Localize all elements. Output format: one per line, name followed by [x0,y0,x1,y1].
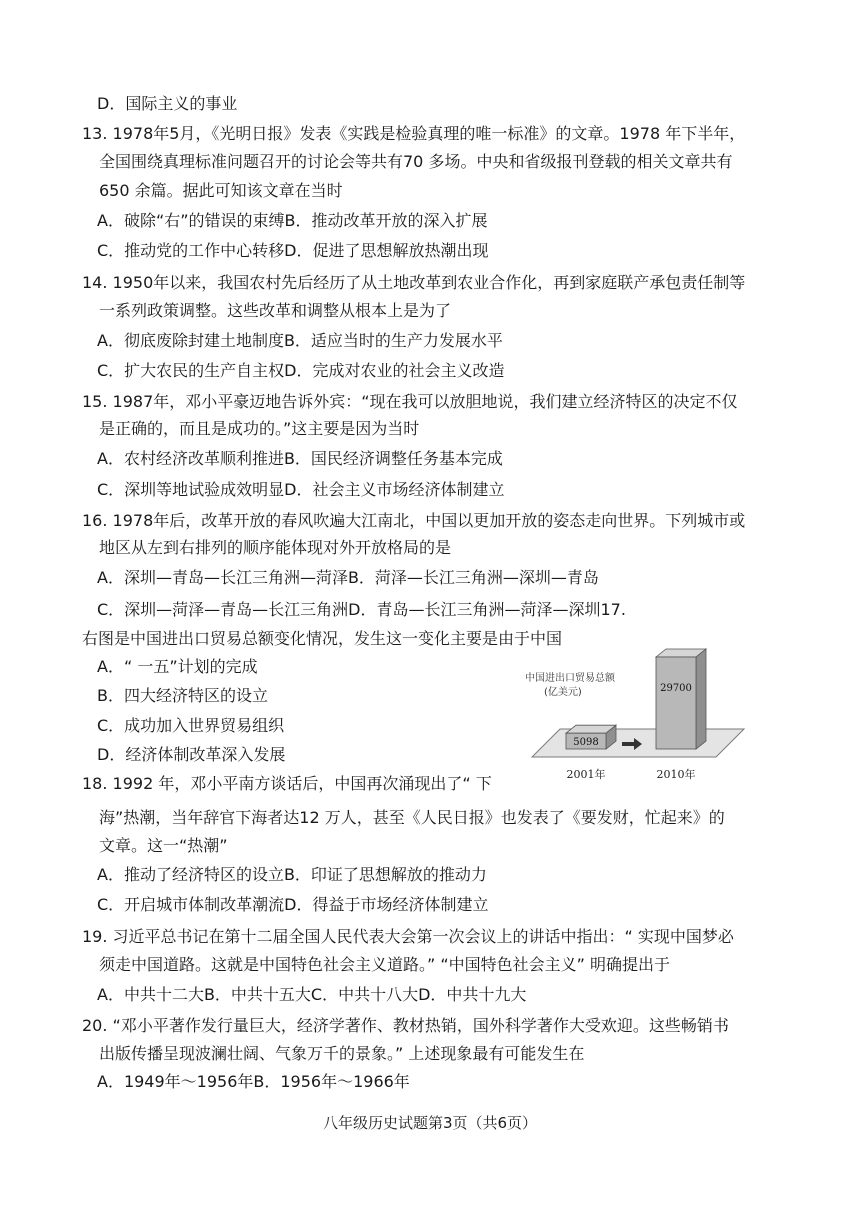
trade-total-chart [518,645,758,785]
option-line: B．四大经济特区的设立 [97,686,268,705]
question-18-line-2: 海”热潮，当年辞官下海者达12 万人，甚至《人民日报》也发表了《要发财，忙起来》的 [99,808,725,827]
option-line: C．推动党的工作中心转移D．促进了思想解放热潮出现 [97,241,489,260]
bar [656,657,696,749]
question-19-line-2: 须走中国道路。这就是中国特色社会主义道路。” “中国特色社会主义” 明确提出于 [99,955,671,974]
question-13-line-3: 650 余篇。据此可知该文章在当时 [99,181,343,200]
question-16-line-1: 16. 1978年后，改革开放的春风吹遍大江南北，中国以更加开放的姿态走向世界。下列城市或 [82,511,746,530]
bar-value-label: 29700 [660,683,692,694]
option-line: C．扩大农民的生产自主权D．完成对农业的社会主义改造 [97,361,505,380]
option-line: A．“ 一五”计划的完成 [97,657,258,676]
question-13-line-1: 13. 1978年5月，《光明日报》发表《实践是检验真理的唯一标准》的文章。1978 年下半年， [82,124,746,143]
option-line: A．破除“右”的错误的束缚B．推动改革开放的深入扩展 [97,211,488,230]
x-tick-label: 2010年 [656,768,696,781]
x-tick-label: 2001年 [566,768,606,781]
bar-side [696,649,706,749]
question-20-line-2: 出版传播呈现波澜壮阔、气象万千的景象。” 上述现象最有可能发生在 [99,1044,585,1063]
option-line: A．彻底废除封建土地制度B．适应当时的生产力发展水平 [97,331,503,350]
question-15-line-1: 15. 1987年，邓小平豪迈地告诉外宾：“现在我可以放胆地说，我们建立经济特区的决定不仅 [82,392,738,411]
option-line: A．深圳—青岛—长江三角洲—菏泽B．菏泽—长江三角洲—深圳—青岛 [97,568,599,587]
option-line: D．经济体制改革深入发展 [97,745,286,764]
question-14-line-1: 14. 1950年以来，我国农村先后经历了从土地改革到农业合作化，再到家庭联产承包责任制等 [82,273,746,292]
question-17-line-1: 右图是中国进出口贸易总额变化情况，发生这一变化主要是由于中国 [82,629,563,648]
option-line: C．深圳等地试验成效明显D．社会主义市场经济体制建立 [97,480,505,499]
question-18-line-3: 文章。这一“热潮” [99,836,228,855]
option-line: A．推动了经济特区的设立B．印证了思想解放的推动力 [97,865,487,884]
option-line: A．中共十二大B．中共十五大C．中共十八大D．中共十九大 [97,985,527,1004]
question-14-line-2: 一系列政策调整。这些改革和调整从根本上是为了 [99,301,452,320]
page-footer: 八年级历史试题第3页（共6页） [322,1114,538,1132]
question-16-line-2: 地区从左到右排列的顺序能体现对外开放格局的是 [99,538,452,557]
chart-unit: (亿美元) [544,687,582,698]
chart-title: 中国进出口贸易总额 [525,673,615,684]
question-20-line-1: 20. “邓小平著作发行量巨大，经济学著作、教材热销，国外科学著作大受欢迎。这些畅销书 [82,1016,729,1035]
bar-value-label: 5098 [573,737,599,749]
question-18-line-1: 18. 1992 年，邓小平南方谈话后，中国再次涌现出了“ 下 [82,774,492,793]
option-line: D．国际主义的事业 [97,94,238,113]
option-line: A．1949年～1956年B．1956年～1966年 [97,1072,410,1091]
question-15-line-2: 是正确的，而且是成功的。”这主要是因为当时 [99,419,420,438]
option-line: A．农村经济改革顺利推进B．国民经济调整任务基本完成 [97,449,503,468]
option-line: C．深圳—菏泽—青岛—长江三角洲D．青岛—长江三角洲—菏泽—深圳17. [97,600,626,619]
option-line: C．成功加入世界贸易组织 [97,716,285,735]
option-line: C．开启城市体制改革潮流D．得益于市场经济体制建立 [97,895,489,914]
question-19-line-1: 19. 习近平总书记在第十二届全国人民代表大会第一次会议上的讲话中指出：“ 实现中国梦必 [82,927,734,946]
question-13-line-2: 全国围绕真理标准问题召开的讨论会等共有70 多场。中央和省级报刊登载的相关文章共有 [99,152,733,171]
